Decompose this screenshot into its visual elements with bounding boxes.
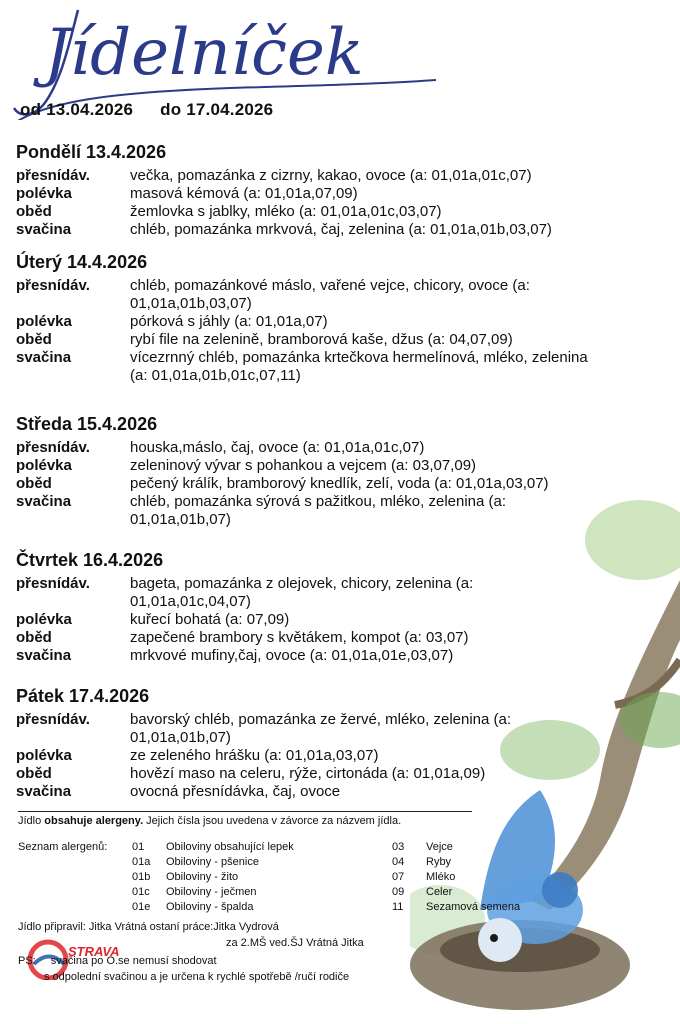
- day-title: Úterý 14.4.2026: [16, 252, 148, 272]
- meal-label: oběd: [16, 629, 52, 646]
- meal-label: oběd: [16, 475, 52, 492]
- meal-row: [16, 221, 656, 239]
- allergen-list-label: Seznam alergenů:: [18, 841, 108, 853]
- meal-label: přesnídáv.: [16, 711, 90, 728]
- meal-text-cont: 01,01a,01c,04,07): [130, 593, 251, 610]
- meal-text-cont: (a: 01,01a,01b,01c,07,11): [130, 367, 301, 384]
- meal-row: [16, 203, 656, 221]
- meal-text: pórková s jáhly (a: 01,01a,07): [130, 313, 328, 330]
- allergen-column: [392, 840, 532, 915]
- meal-row: [16, 313, 656, 331]
- allergen-item: 01e Obiloviny - špalda: [132, 901, 254, 913]
- allergen-item: 04 Ryby: [392, 856, 452, 868]
- meal-text: chléb, pomazánkové máslo, vařené vejce, chicory, ovoce (a:: [130, 277, 530, 294]
- date-from-label: od: [20, 100, 42, 119]
- meal-label: přesnídáv.: [16, 167, 90, 184]
- meal-text: žemlovka s jablky, mléko (a: 01,01a,01c,03,07): [130, 203, 442, 220]
- meal-text: zapečené brambory s květákem, kompot (a: 03,07): [130, 629, 469, 646]
- allergen-item: 01c Obiloviny - ječmen: [132, 886, 257, 898]
- meal-text: mrkvové mufiny,čaj, ovoce (a: 01,01a,01e,03,07): [130, 647, 454, 664]
- meal-label: svačina: [16, 493, 72, 510]
- allergen-column: [132, 840, 352, 915]
- meal-label: oběd: [16, 765, 52, 782]
- ps-note: [18, 953, 349, 985]
- day-title: Čtvrtek 16.4.2026: [16, 550, 164, 570]
- prepared-by-head: za 2.MŠ ved.ŠJ Vrátná Jitka: [226, 937, 364, 949]
- ps-line: svačina po O.se nemusí shodovat: [50, 955, 217, 967]
- day-tuesday: [16, 251, 656, 385]
- meal-text: ovocná přesnídávka, čaj, ovoce: [130, 783, 341, 800]
- meal-text: masová kémová (a: 01,01a,07,09): [130, 185, 358, 202]
- meal-row: [16, 185, 656, 203]
- meal-row: [16, 349, 656, 385]
- allergen-item: 07 Mléko: [392, 871, 456, 883]
- meal-label: polévka: [16, 313, 72, 330]
- allergen-item: 09 Celer: [392, 886, 453, 898]
- ps-label: PS:: [18, 955, 36, 967]
- page-title: Jídelníček: [44, 16, 364, 90]
- day-monday: [16, 141, 656, 239]
- meal-text: chléb, pomazánka sýrová s pažitkou, mléko, zelenina (a:: [130, 493, 507, 510]
- allergen-item: 01a Obiloviny - pšenice: [132, 856, 259, 868]
- prepared-by: Jídlo připravil: Jitka Vrátná ostaní práce:Jitka Vydrová: [18, 921, 279, 933]
- meal-text: zeleninový vývar s pohankou a vejcem (a: 03,07,09): [130, 457, 477, 474]
- date-to: 17.04.2026: [186, 100, 274, 119]
- meal-label: svačina: [16, 783, 72, 800]
- meal-label: oběd: [16, 203, 52, 220]
- meal-row: [16, 167, 656, 185]
- meal-text: houska,máslo, čaj, ovoce (a: 01,01a,01c,07): [130, 439, 425, 456]
- meal-label: přesnídáv.: [16, 439, 90, 456]
- date-range: [20, 100, 273, 120]
- allergen-item: 03 Vejce: [392, 841, 453, 853]
- date-from: 13.04.2026: [46, 100, 134, 119]
- meal-text: kuřecí bohatá (a: 07,09): [130, 611, 290, 628]
- bird-nest-illustration: [410, 420, 680, 1024]
- meal-label: svačina: [16, 349, 72, 366]
- day-title: Pondělí 13.4.2026: [16, 142, 167, 162]
- meal-label: svačina: [16, 221, 72, 238]
- meal-text-cont: 01,01a,01b,07): [130, 729, 231, 746]
- meal-row: [16, 331, 656, 349]
- date-to-label: do: [160, 100, 182, 119]
- meal-label: polévka: [16, 185, 72, 202]
- meal-text-cont: 01,01a,01b,07): [130, 511, 231, 528]
- meal-text: bageta, pomazánka z olejovek, chicory, zelenina (a:: [130, 575, 474, 592]
- bird-head: [478, 918, 522, 962]
- meal-text-cont: 01,01a,01b,03,07): [130, 295, 252, 312]
- bird-eye: [490, 934, 498, 942]
- meal-label: polévka: [16, 457, 72, 474]
- meal-text: bavorský chléb, pomazánka ze žervé, mléko, zelenina (a:: [130, 711, 512, 728]
- meal-text: večka, pomazánka z cizrny, kakao, ovoce (a: 01,01a,01c,07): [130, 167, 532, 184]
- leaf-cluster: [500, 720, 600, 780]
- meal-text: pečený králík, bramborový knedlík, zelí, voda (a: 01,01a,03,07): [130, 475, 549, 492]
- meal-label: svačina: [16, 647, 72, 664]
- bird-head: [542, 872, 578, 908]
- meal-text: ze zeleného hrášku (a: 01,01a,03,07): [130, 747, 379, 764]
- meal-text: chléb, pomazánka mrkvová, čaj, zelenina (a: 01,01a,01b,03,07): [130, 221, 552, 238]
- day-title: Pátek 17.4.2026: [16, 686, 150, 706]
- meal-label: přesnídáv.: [16, 575, 90, 592]
- meal-label: přesnídáv.: [16, 277, 90, 294]
- meal-text: hovězí maso na celeru, rýže, cirtonáda (a: 01,01a,09): [130, 765, 486, 782]
- meal-text: rybí file na zelenině, bramborová kaše, džus (a: 04,07,09): [130, 331, 513, 348]
- allergen-item: 01b Obiloviny - žito: [132, 871, 239, 883]
- ps-line: s odpolední svačinou a je určena k rychlé spotřebě /ručí rodiče: [44, 971, 350, 983]
- meal-text: vícezrnný chléb, pomazánka krtečkova hermelínová, mléko, zelenina: [130, 349, 588, 366]
- meal-row: [16, 277, 656, 313]
- allergen-item: 01 Obiloviny obsahující lepek: [132, 841, 294, 853]
- allergen-separator: [18, 811, 472, 812]
- meal-label: polévka: [16, 747, 72, 764]
- day-title: Středa 15.4.2026: [16, 414, 158, 434]
- meal-label: oběd: [16, 331, 52, 348]
- allergen-note: Jídlo obsahuje alergeny. Jejich čísla jsou uvedena v závorce za názvem jídla.: [18, 815, 402, 827]
- leaf-cluster: [585, 500, 680, 580]
- meal-label: polévka: [16, 611, 72, 628]
- allergen-item: 11 Sezamová semena: [392, 901, 521, 913]
- svg-text:STRAVA: STRAVA: [68, 944, 120, 959]
